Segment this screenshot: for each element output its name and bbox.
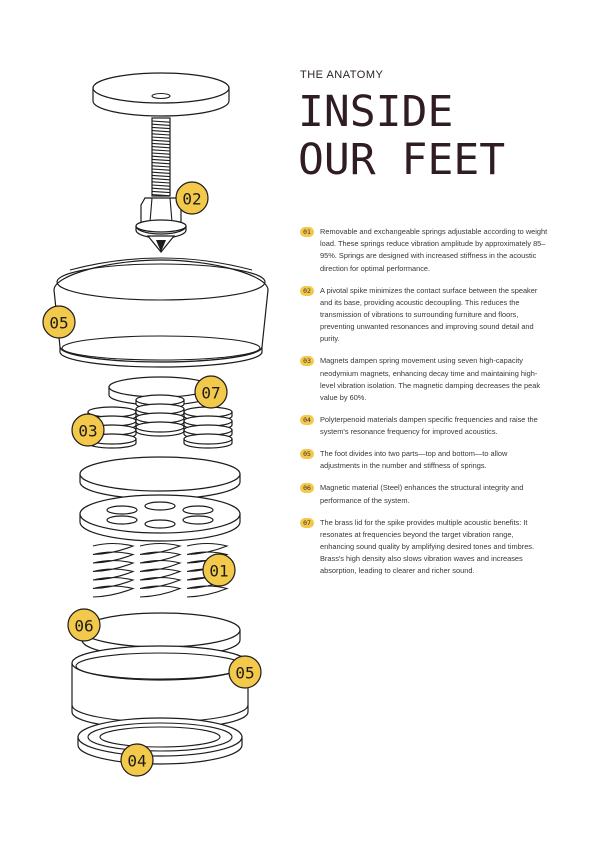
note-number: 04 xyxy=(300,415,314,425)
eyebrow-label: THE ANATOMY xyxy=(300,69,384,81)
svg-text:05: 05 xyxy=(49,313,69,333)
note-number: 05 xyxy=(300,449,314,459)
title-line-1: INSIDE xyxy=(298,87,454,137)
note-text: Removable and exchangeable springs adjustable according to weight load. These springs reduce vibration amplitude by approximately 85–95%. Springs are designed with increased stiffness in the acoustic direction for optimal performance. xyxy=(320,227,548,273)
svg-text:03: 03 xyxy=(78,421,98,441)
bottom-housing xyxy=(72,646,248,729)
svg-text:06: 06 xyxy=(74,616,94,636)
note-item xyxy=(300,517,548,578)
badge-steel-plate xyxy=(68,609,100,641)
brass-lid-top xyxy=(93,73,229,116)
note-text: The brass lid for the spike provides multiple acoustic benefits: It resonates at frequencies beyond the target vibration range, enhancing sound quality by amplifying desired tones and timbres. Brass's high density also slows vibration waves and increases absorption, leading to clearer and richer sound. xyxy=(320,517,535,576)
svg-text:01: 01 xyxy=(209,561,229,581)
magnet-plate-lower xyxy=(80,495,240,541)
badge-brass-lid xyxy=(195,376,227,408)
badge-damping-base xyxy=(121,744,153,776)
note-text: Polyterpenoid materials dampen specific frequencies and raise the system's resonance frequency for improved acoustics. xyxy=(320,415,538,437)
note-number: 06 xyxy=(300,483,314,493)
badge-magnets xyxy=(72,414,104,446)
note-text: A pivotal spike minimizes the contact surface between the speaker and its base, providing acoustic decoupling. This reduces the transmission of vibrations to surrounding furniture and floors, preventing unwanted resonances and improving sound detail and purity. xyxy=(320,285,538,344)
note-item xyxy=(300,448,548,472)
svg-text:07: 07 xyxy=(201,383,221,403)
note-number: 03 xyxy=(300,356,314,366)
note-item xyxy=(300,285,548,346)
svg-text:05: 05 xyxy=(235,663,255,683)
notes-list xyxy=(300,226,548,587)
page-title xyxy=(298,88,505,184)
note-item xyxy=(300,355,548,404)
svg-text:02: 02 xyxy=(182,189,202,209)
note-text: Magnetic material (Steel) enhances the structural integrity and performance of the system. xyxy=(320,483,524,505)
svg-text:04: 04 xyxy=(127,751,147,771)
threaded-rod xyxy=(152,118,170,196)
badge-spike xyxy=(176,182,208,214)
note-text: The foot divides into two parts—top and bottom—to allow adjustments in the number and stiffness of springs. xyxy=(320,449,508,471)
magnet-plate-upper xyxy=(80,457,240,499)
note-number: 07 xyxy=(300,518,314,528)
title-line-2: OUR FEET xyxy=(298,135,506,185)
note-item xyxy=(300,226,548,275)
note-number: 02 xyxy=(300,286,314,296)
note-item xyxy=(300,482,548,506)
note-item xyxy=(300,414,548,438)
note-number: 01 xyxy=(300,227,314,237)
note-text: Magnets dampen spring movement using seven high-capacity neodymium magnets, enhancing decay time and maintaining high-level vibration isolation. The magnetic damping decreases the peak value by 60%. xyxy=(320,356,541,403)
badge-bottom-housing xyxy=(229,656,261,688)
top-housing xyxy=(54,258,268,367)
badge-springs xyxy=(203,554,235,586)
badge-top-housing xyxy=(43,306,75,338)
damping-base xyxy=(78,718,242,764)
